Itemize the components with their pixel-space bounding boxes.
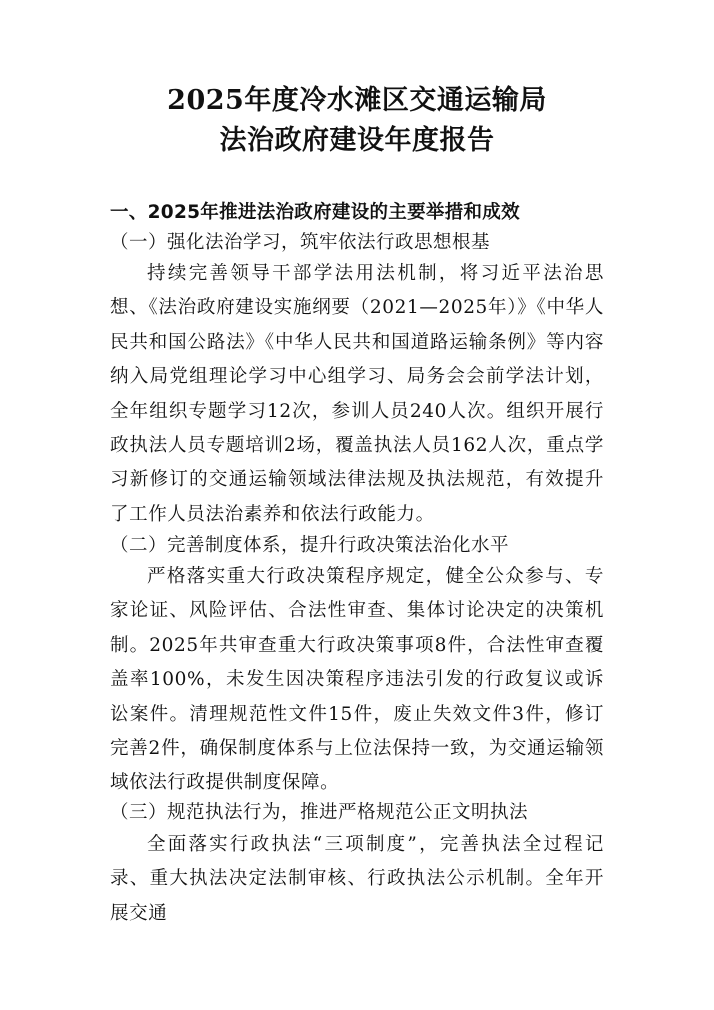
subsection-2-body: 严格落实重大行政决策程序规定，健全公众参与、专家论证、风险评估、合法性审查、集体讨论决定的决策机制。2025年共审查重大行政决策事项8件，合法性审查覆盖率100%，未发生因决策程序违法引发的行政复议或诉讼案件。清理规范性文件15件，废止失效文件3件，修订完善2件，确保制度体系与上位法保持一致，为交通运输领域依法行政提供制度保障。	[110, 566, 604, 794]
subsection-3-heading: （三）规范执法行为，推进严格规范公正文明执法	[110, 802, 529, 823]
report-title-line-1: 2025年度冷水滩区交通运输局	[167, 85, 547, 116]
subsection-2-heading: （二）完善制度体系，提升行政决策法治化水平	[110, 535, 510, 556]
subsection-1-body: 持续完善领导干部学法用法机制，将习近平法治思想、《法治政府建设实施纲要（2021—2025年）》《中华人民共和国公路法》《中华人民共和国道路运输条例》等内容纳入局党组理论学习中心组学习、局务会会前学法计划，全年组织专题学习12次，参训人员240人次。组织开展行政执法人员专题培训2场，覆盖执法人员162人次，重点学习新修订的交通运输领域法律法规及执法规范，有效提升了工作人员法治素养和依法行政能力。	[110, 263, 604, 525]
subsection-3-body: 全面落实行政执法“三项制度”，完善执法全过程记录、重大执法决定法制审核、行政执法公示机制。全年开展交通	[110, 834, 604, 924]
subsection-1-heading: （一）强化法治学习，筑牢依法行政思想根基	[110, 232, 491, 253]
report-title-line-2: 法治政府建设年度报告	[219, 125, 495, 156]
section-1-heading: 一、2025年推进法治政府建设的主要举措和成效	[110, 202, 520, 223]
